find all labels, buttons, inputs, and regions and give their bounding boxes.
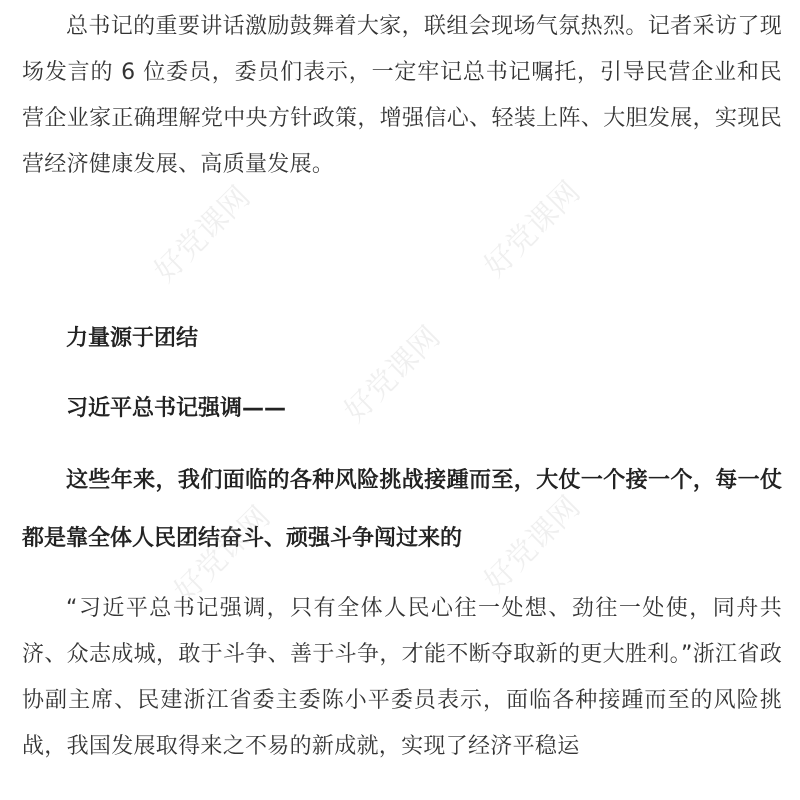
watermark: 好党课网 (167, 499, 278, 610)
body-paragraph-1: 总书记的重要讲话激励鼓舞着大家，联组会现场气氛热烈。记者采访了现场发言的 6 位委员，委员们表示，一定牢记总书记嘱托，引导民营企业和民营企业家正确理解党中央方针政策，增强信心、轻装上阵、大胆发展，实现民营经济健康发展、高质量发展。 (22, 14, 782, 177)
watermark: 好党课网 (477, 489, 588, 600)
watermark: 好党课网 (477, 174, 588, 285)
section-title: 力量源于团结 (66, 326, 199, 351)
bold-quote-paragraph: 这些年来，我们面临的各种风险挑战接踵而至，大仗一个接一个，每一仗都是靠全体人民团结奋斗、顽强斗争闯过来的 (22, 468, 782, 551)
watermark: 好党课网 (337, 319, 448, 430)
watermark: 好党课网 (147, 179, 258, 290)
subheading: 习近平总书记强调—— (66, 396, 287, 421)
body-paragraph-2: “习近平总书记强调，只有全体人民心往一处想、劲往一处使，同舟共济、众志成城，敢于斗争、善于斗争，才能不断夺取新的更大胜利。”浙江省政协副主席、民建浙江省委主委陈小平委员表示，面临各种接踵而至的风险挑战，我国发展取得来之不易的新成就，实现了经济平稳运 (22, 596, 782, 759)
